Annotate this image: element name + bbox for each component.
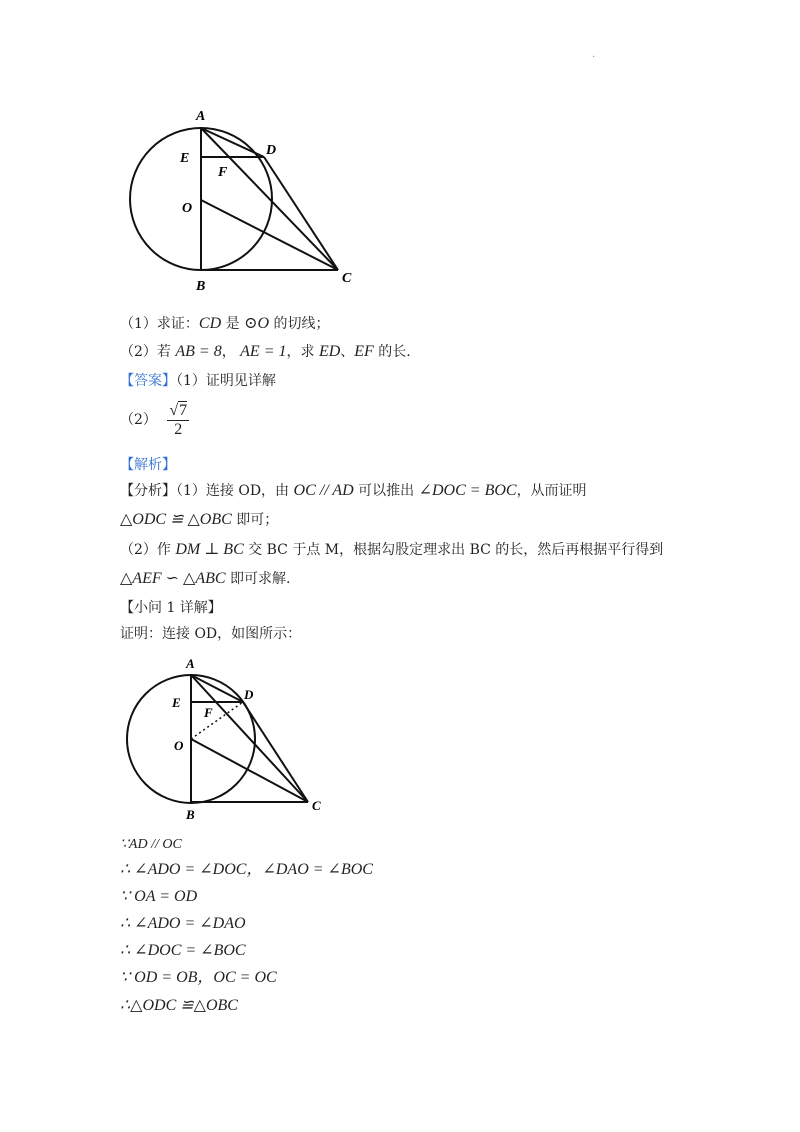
geometry-figure-2 (120, 654, 340, 824)
label-c: C (342, 271, 352, 286)
answer-fraction: $\frac{√7}{2}$ (169, 401, 188, 438)
label-a: A (196, 109, 206, 124)
fenxi-line-1: 【分析】（1）连接 OD，由 OC // AD 可以推出 ∠DOC = BOC，从而证明 (120, 482, 587, 499)
segment-ad (191, 675, 243, 702)
geometry-figure-1 (120, 104, 380, 294)
answer-line: 【答案】（1）证明见详解 (120, 373, 276, 389)
fenxi-line-2: △ODC ≌ △OBC 即可； (120, 511, 279, 528)
proof-line: ∴ ∠ADO = ∠DAO (120, 915, 246, 932)
label-o: O (182, 201, 193, 216)
analysis-tag: 【解析】 (120, 457, 176, 473)
proof-line: ∴ ∠DOC = ∠BOC (120, 942, 246, 959)
label-a: A (186, 656, 195, 671)
label-e: E (180, 151, 190, 166)
segment-oc (191, 739, 308, 802)
segment-oc (201, 200, 338, 270)
label-f: F (218, 165, 228, 180)
segment-od-dotted (191, 702, 243, 739)
proof-line: ∵AD // OC (120, 837, 182, 852)
corner-mark: · (592, 52, 596, 63)
answer-tag: 【答案】 (120, 373, 176, 389)
proof-line: ∴△ODC ≌△OBC (120, 997, 238, 1014)
proof-line: ∵ OA = OD (120, 888, 198, 905)
fenxi-line-4: △AEF ∽ △ABC 即可求解. (120, 570, 291, 587)
subquestion-1-heading: 【小问 1 详解】 (120, 600, 222, 616)
label-f: F (204, 705, 213, 720)
proof-line: ∴ ∠ADO = ∠DOC，∠DAO = ∠BOC (120, 861, 373, 878)
label-e: E (172, 695, 181, 710)
label-d: D (266, 143, 277, 158)
question-1: （1）求证：CD 是 ⊙O 的切线； (120, 315, 330, 332)
segment-ad (201, 128, 264, 157)
label-b: B (186, 807, 195, 822)
label-b: B (196, 279, 206, 294)
fenxi-line-3: （2）作 DM ⊥ BC 交 BC 于点 M，根据勾股定理求出 BC 的长，然后再根据平行得到 (120, 541, 664, 558)
label-c: C (312, 798, 321, 813)
label-o: O (174, 738, 184, 753)
answer-2-line: （2） $\frac{√7}{2}$ (120, 401, 188, 438)
proof-intro: 证明：连接 OD，如图所示： (120, 626, 302, 642)
question-2: （2）若 AB = 8， AE = 1，求 ED、EF 的长. (120, 343, 411, 360)
segment-dc (264, 157, 338, 270)
label-d: D (244, 687, 254, 702)
proof-line: ∵ OD = OB，OC = OC (120, 969, 277, 986)
